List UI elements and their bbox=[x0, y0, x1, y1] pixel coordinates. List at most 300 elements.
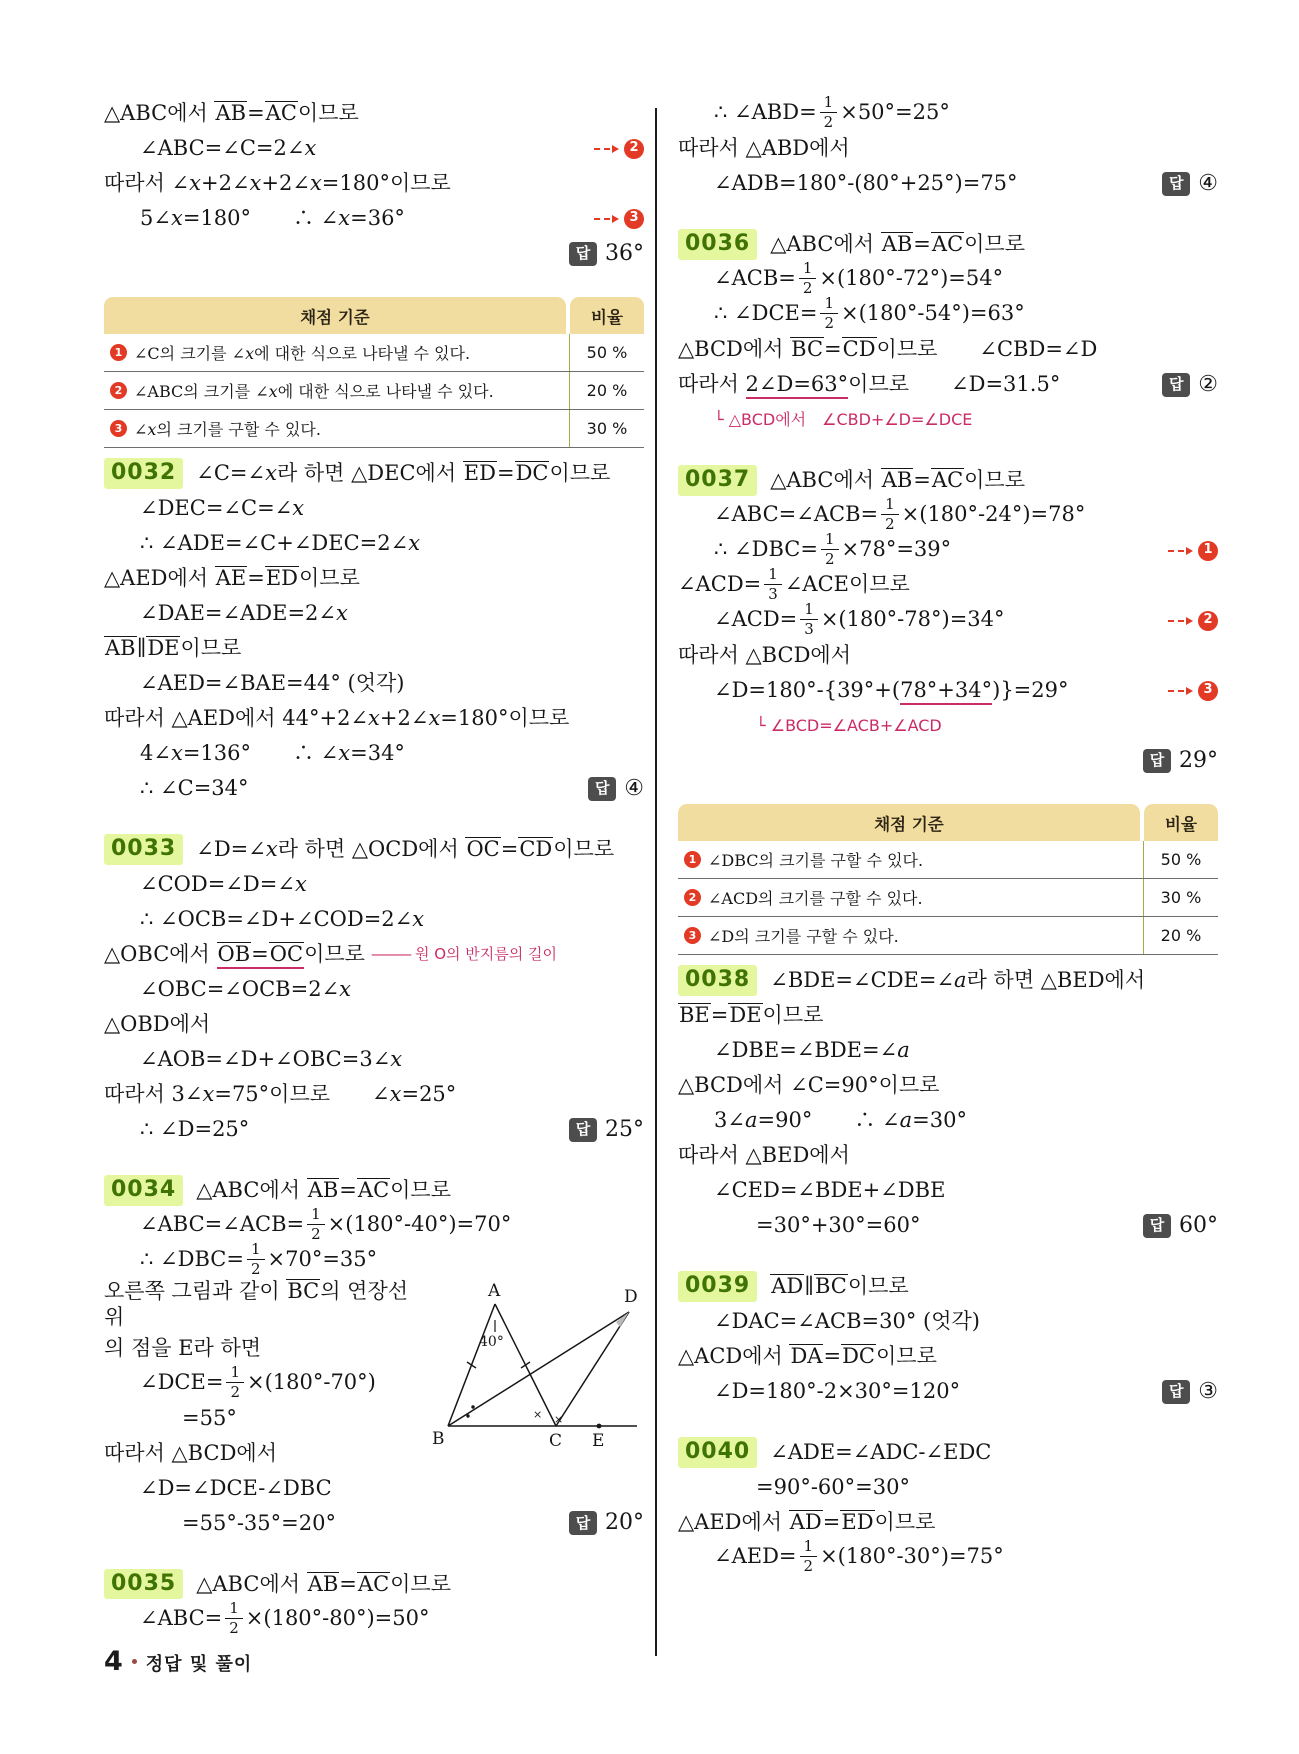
criteria-table bbox=[678, 804, 1218, 955]
ratio-header-cell: 비율 bbox=[570, 297, 644, 334]
solution-text: ∠D=∠x라 하면 △OCD에서 OC=CD이므로 bbox=[196, 837, 615, 862]
solution-line bbox=[104, 1506, 644, 1541]
solution-line bbox=[104, 867, 644, 902]
solution-line bbox=[104, 456, 644, 491]
solution-text: ∠AOB=∠D+∠OBC=3∠x bbox=[140, 1047, 403, 1072]
solution-text: 따라서 △BCD에서 bbox=[678, 643, 851, 668]
solution-text: ∴ ∠ADE=∠C+∠DEC=2∠x bbox=[140, 531, 421, 556]
solution-line bbox=[104, 631, 644, 666]
solution-text: ∠DAC=∠ACB=30° (엇각) bbox=[714, 1309, 980, 1334]
solution-line bbox=[104, 1401, 422, 1436]
criteria-step-number: 3 bbox=[684, 927, 701, 944]
criteria-text-content: ∠D의 크기를 구할 수 있다. bbox=[708, 927, 899, 946]
step-marker bbox=[594, 209, 644, 229]
solution-text: ∠BDE=∠CDE=∠a라 하면 △BED에서 bbox=[770, 968, 1146, 993]
solution-text: △AED에서 AE=ED이므로 bbox=[104, 566, 360, 591]
solution-text: ∠AED= $\frac{1}{2}$ ×(180°-30°)=75° bbox=[714, 1537, 1004, 1575]
solution-text: △ABC에서 AB=AC이므로 bbox=[196, 1178, 451, 1203]
criteria-text-content: ∠x의 크기를 구할 수 있다. bbox=[134, 420, 321, 439]
solution-text: △BCD에서 BC=CD이므로 ∠CBD=∠D bbox=[678, 337, 1098, 362]
solution-text: 3∠a=90° ∴ ∠a=30° bbox=[714, 1108, 967, 1133]
svg-text:40°: 40° bbox=[479, 1334, 504, 1350]
answer-badge bbox=[1143, 747, 1218, 775]
page-number: 4 bbox=[104, 1646, 123, 1677]
segment-overline: DC bbox=[515, 461, 549, 486]
solution-line bbox=[104, 561, 644, 596]
solution-text: ∠CED=∠BDE+∠DBE bbox=[714, 1178, 946, 1203]
solution-text: ∠D=∠DCE-∠DBC bbox=[140, 1475, 332, 1500]
solution-text: ∠ABC=∠ACB= $\frac{1}{2}$ ×(180°-40°)=70° bbox=[140, 1205, 512, 1243]
solution-text: ∠ADB=180°-(80°+25°)=75° bbox=[714, 171, 1018, 196]
solution-line bbox=[104, 491, 644, 526]
dashed-arrow-icon bbox=[1168, 550, 1184, 552]
criteria-row bbox=[104, 372, 644, 410]
solution-line bbox=[104, 1240, 644, 1278]
highlight-underline: 2∠D=63° bbox=[746, 372, 849, 399]
criteria-ratio: 20 % bbox=[569, 372, 644, 409]
segment-overline: AD bbox=[789, 1510, 822, 1535]
criteria-table-header bbox=[678, 804, 1218, 841]
answer-box-glyph: 답 bbox=[588, 777, 616, 801]
solution-line bbox=[104, 832, 644, 867]
solution-text: △ABC에서 AB=AC이므로 bbox=[770, 468, 1025, 493]
criteria-row bbox=[678, 917, 1218, 955]
criteria-text-content: ∠ABC의 크기를 ∠x에 대한 식으로 나타낼 수 있다. bbox=[134, 382, 494, 401]
segment-overline: AB bbox=[215, 101, 247, 126]
solution-line bbox=[678, 93, 1218, 131]
segment-overline: BE bbox=[679, 1003, 710, 1028]
solution-text: ∴ ∠C=34° bbox=[140, 776, 249, 801]
solution-line bbox=[104, 701, 644, 736]
arrow-head-icon bbox=[1186, 547, 1193, 555]
problem-number: 0035 bbox=[104, 1569, 183, 1600]
segment-overline: DA bbox=[790, 1344, 823, 1369]
segment-overline: BC bbox=[814, 1274, 847, 1299]
answer-badge bbox=[1162, 371, 1218, 399]
right-column bbox=[678, 93, 1218, 1663]
solution-line bbox=[678, 131, 1218, 166]
criteria-text bbox=[678, 917, 1143, 954]
solution-text: 4∠x=136° ∴ ∠x=34° bbox=[140, 741, 405, 766]
answer-badge bbox=[569, 240, 644, 268]
criteria-text bbox=[104, 334, 569, 371]
segment-overline: AC bbox=[265, 101, 297, 126]
solution-line bbox=[678, 1505, 1218, 1540]
solution-block bbox=[104, 832, 644, 1147]
solution-line bbox=[678, 565, 1218, 603]
arrow-head-icon bbox=[1186, 617, 1193, 625]
solution-text: ∠OBC=∠OCB=2∠x bbox=[140, 977, 352, 1002]
answer-value: ② bbox=[1198, 371, 1218, 397]
solution-line bbox=[104, 1077, 644, 1112]
criteria-header-cell: 채점 기준 bbox=[104, 297, 566, 334]
solution-line bbox=[104, 1007, 644, 1042]
segment-overline: AD bbox=[771, 1274, 804, 1299]
solution-block bbox=[104, 1173, 644, 1541]
fraction: $\frac{1}{2}$ bbox=[820, 95, 838, 130]
segment-overline: OC bbox=[269, 942, 304, 967]
solution-text: △AED에서 AD=ED이므로 bbox=[678, 1510, 936, 1535]
answer-value: 60° bbox=[1179, 1212, 1218, 1238]
solution-text: ∠ACB= $\frac{1}{2}$ ×(180°-72°)=54° bbox=[714, 259, 1004, 297]
answer-value: ④ bbox=[1198, 170, 1218, 196]
step-marker bbox=[1168, 681, 1218, 701]
solution-line bbox=[104, 526, 644, 561]
criteria-text bbox=[678, 841, 1143, 878]
segment-overline: OB bbox=[217, 942, 251, 967]
solution-text: ∠ACD= $\frac{1}{3}$ ∠ACE이므로 bbox=[678, 565, 910, 603]
solution-line bbox=[678, 708, 1218, 743]
dashed-arrow-icon bbox=[1168, 620, 1184, 622]
solution-line bbox=[104, 596, 644, 631]
solution-text: ∴ ∠DCE= $\frac{1}{2}$ ×(180°-54°)=63° bbox=[714, 294, 1025, 332]
step-number: 2 bbox=[624, 139, 644, 159]
solution-line bbox=[104, 902, 644, 937]
criteria-ratio: 30 % bbox=[1143, 879, 1218, 916]
segment-overline: DE bbox=[147, 636, 180, 661]
solution-text: =55°-35°=20° bbox=[182, 1510, 336, 1535]
solution-text: 따라서 △BED에서 bbox=[678, 1143, 850, 1168]
criteria-row bbox=[104, 410, 644, 448]
answer-box-glyph: 답 bbox=[569, 1118, 597, 1142]
criteria-text bbox=[678, 879, 1143, 916]
fraction: $\frac{1}{2}$ bbox=[225, 1601, 243, 1636]
fraction: $\frac{1}{2}$ bbox=[881, 497, 899, 532]
solution-text: ∠DAE=∠ADE=2∠x bbox=[140, 601, 348, 626]
answer-badge bbox=[569, 1116, 644, 1144]
solution-block bbox=[678, 963, 1218, 1243]
solution-line bbox=[678, 332, 1218, 367]
ratio-header-cell: 비율 bbox=[1144, 804, 1218, 841]
solution-text: ∴ ∠DBC= $\frac{1}{2}$ ×78°=39° bbox=[714, 530, 952, 568]
step-number: 3 bbox=[1198, 681, 1218, 701]
segment-overline: AC bbox=[357, 1571, 390, 1596]
segment-overline: AB bbox=[881, 468, 913, 493]
solution-line bbox=[678, 1068, 1218, 1103]
solution-line bbox=[104, 236, 644, 271]
segment-overline: CD bbox=[842, 337, 876, 362]
solution-text: AB∥DE이므로 bbox=[105, 636, 242, 661]
solution-line bbox=[104, 937, 644, 972]
solution-line bbox=[678, 1173, 1218, 1208]
answer-value: ③ bbox=[1198, 1378, 1218, 1404]
problem-number: 0038 bbox=[678, 965, 757, 996]
dashed-arrow-icon bbox=[594, 218, 610, 220]
segment-overline: ED bbox=[841, 1510, 874, 1535]
answer-box-glyph: 답 bbox=[1162, 373, 1190, 397]
criteria-step-number: 2 bbox=[684, 889, 701, 906]
solution-line bbox=[678, 402, 1218, 437]
criteria-ratio: 20 % bbox=[1143, 917, 1218, 954]
criteria-text bbox=[104, 372, 569, 409]
solution-line bbox=[104, 1471, 644, 1506]
segment-overline: CD bbox=[519, 837, 553, 862]
solution-line bbox=[104, 131, 644, 166]
solution-line bbox=[104, 201, 644, 236]
answer-badge bbox=[588, 775, 644, 803]
solution-block bbox=[104, 456, 644, 806]
left-column bbox=[104, 96, 644, 1663]
criteria-row bbox=[678, 879, 1218, 917]
solution-text: =30°+30°=60° bbox=[756, 1213, 921, 1238]
solution-line bbox=[104, 96, 644, 131]
solution-text: ∠ABC= $\frac{1}{2}$ ×(180°-80°)=50° bbox=[140, 1598, 430, 1637]
answer-box-glyph: 답 bbox=[1162, 172, 1190, 196]
criteria-header-cell: 채점 기준 bbox=[678, 804, 1140, 841]
solution-line bbox=[104, 1598, 644, 1637]
solution-text: AD∥BC이므로 bbox=[771, 1274, 909, 1299]
solution-line bbox=[678, 1033, 1218, 1068]
answer-badge bbox=[569, 1509, 644, 1537]
solution-text: ∴ ∠OCB=∠D+∠COD=2∠x bbox=[140, 907, 425, 932]
svg-text:E: E bbox=[592, 1431, 605, 1451]
solution-line bbox=[678, 1435, 1218, 1470]
criteria-step-number: 1 bbox=[684, 851, 701, 868]
solution-line bbox=[678, 1304, 1218, 1339]
segment-overline: BC bbox=[791, 337, 824, 362]
criteria-ratio: 50 % bbox=[569, 334, 644, 371]
answer-value: 36° bbox=[605, 240, 644, 266]
criteria-step-number: 1 bbox=[110, 344, 127, 361]
solution-line bbox=[678, 495, 1218, 533]
solution-text: ∠C=∠x라 하면 △DEC에서 ED=DC이므로 bbox=[196, 461, 611, 486]
answer-box-glyph: 답 bbox=[569, 242, 597, 266]
solution-line bbox=[104, 666, 644, 701]
criteria-text-content: ∠DBC의 크기를 구할 수 있다. bbox=[708, 851, 924, 870]
solution-text: ∠DBE=∠BDE=∠a bbox=[714, 1038, 910, 1063]
solution-text: 따라서 2∠D=63°이므로 ∠D=31.5° bbox=[678, 371, 1060, 397]
answer-value: 29° bbox=[1179, 747, 1218, 773]
criteria-step-number: 3 bbox=[110, 420, 127, 437]
answer-box-glyph: 답 bbox=[1143, 749, 1171, 773]
fraction: $\frac{1}{2}$ bbox=[247, 1242, 265, 1277]
solution-line bbox=[678, 367, 1218, 402]
solution-text: 따라서 △ABD에서 bbox=[678, 136, 850, 161]
solution-text: ∴ ∠ABD= $\frac{1}{2}$ ×50°=25° bbox=[714, 93, 950, 131]
step-number: 2 bbox=[1198, 611, 1218, 631]
solution-line bbox=[104, 771, 644, 806]
solution-line bbox=[104, 166, 644, 201]
answer-value: 20° bbox=[605, 1510, 644, 1536]
column-divider bbox=[655, 108, 657, 1656]
solution-text: 따라서 ∠x+2∠x+2∠x=180°이므로 bbox=[104, 171, 451, 196]
solution-line bbox=[678, 1374, 1218, 1409]
answer-box-glyph: 답 bbox=[1162, 1380, 1190, 1404]
fraction: $\frac{1}{2}$ bbox=[820, 296, 838, 331]
segment-overline: DC bbox=[842, 1344, 875, 1369]
step-number: 3 bbox=[624, 209, 644, 229]
solution-text: BE=DE이므로 bbox=[679, 1003, 824, 1028]
fraction: $\frac{1}{2}$ bbox=[821, 532, 839, 567]
columns-wrapper bbox=[104, 93, 1218, 1663]
solution-text: 따라서 △BCD에서 bbox=[104, 1440, 277, 1465]
solution-text: 따라서 △AED에서 44°+2∠x+2∠x=180°이므로 bbox=[104, 706, 570, 731]
problem-number: 0034 bbox=[104, 1175, 183, 1206]
solution-line bbox=[678, 1208, 1218, 1243]
segment-overline: AB bbox=[105, 636, 136, 661]
solution-text: △OBD에서 bbox=[104, 1012, 211, 1037]
problem-number: 0039 bbox=[678, 1271, 757, 1302]
solution-text: ∠ABC=∠C=2∠x bbox=[140, 136, 317, 161]
criteria-row bbox=[678, 841, 1218, 879]
criteria-text bbox=[104, 410, 569, 447]
side-annotation: ——— 원 O의 반지름의 길이 bbox=[371, 945, 557, 964]
step-marker bbox=[1168, 611, 1218, 631]
solution-text: 오른쪽 그림과 같이 BC의 연장선 위 bbox=[104, 1279, 415, 1330]
highlight-underline: 78°+34° bbox=[900, 678, 992, 705]
page-footer bbox=[104, 1646, 252, 1677]
dashed-arrow-icon bbox=[1168, 690, 1184, 692]
svg-text:C: C bbox=[549, 1431, 563, 1451]
answer-badge bbox=[1162, 1378, 1218, 1406]
step-marker bbox=[1168, 541, 1218, 561]
segment-overline: AB bbox=[307, 1178, 339, 1203]
solution-line bbox=[104, 1042, 644, 1077]
criteria-ratio: 30 % bbox=[569, 410, 644, 447]
solution-block bbox=[678, 93, 1218, 201]
solution-line bbox=[678, 294, 1218, 332]
criteria-table bbox=[104, 297, 644, 448]
svg-text:×: × bbox=[554, 1413, 564, 1426]
solution-text: ∠ACD= $\frac{1}{3}$ ×(180°-78°)=34° bbox=[714, 600, 1005, 638]
solution-line bbox=[104, 1173, 644, 1208]
answer-badge bbox=[1162, 170, 1218, 198]
problem-number: 0036 bbox=[678, 229, 757, 260]
solution-text: ∴ ∠D=25° bbox=[140, 1117, 250, 1142]
segment-overline: AC bbox=[357, 1178, 390, 1203]
solution-line bbox=[104, 1112, 644, 1147]
solution-text: ∠DCE= $\frac{1}{2}$ ×(180°-70°) bbox=[140, 1362, 376, 1401]
solution-text: △ABC에서 AB=AC이므로 bbox=[104, 101, 359, 126]
solution-text: ∠DEC=∠C=∠x bbox=[140, 496, 305, 521]
criteria-text-content: ∠C의 크기를 ∠x에 대한 식으로 나타낼 수 있다. bbox=[134, 344, 471, 363]
solution-line bbox=[678, 638, 1218, 673]
solution-block bbox=[678, 227, 1218, 437]
solution-text: =90°-60°=30° bbox=[756, 1475, 910, 1500]
criteria-table-header bbox=[104, 297, 644, 334]
solution-line bbox=[678, 963, 1218, 998]
solution-block bbox=[104, 1567, 644, 1637]
solution-block bbox=[104, 96, 644, 271]
solution-line bbox=[104, 972, 644, 1007]
step-marker bbox=[594, 139, 644, 159]
solution-text: ∠D=180°-{39°+(78°+34°)}=29° bbox=[714, 677, 1069, 703]
answer-badge bbox=[1143, 1212, 1218, 1240]
solution-text: 따라서 3∠x=75°이므로 ∠x=25° bbox=[104, 1082, 457, 1107]
solution-line bbox=[678, 259, 1218, 297]
criteria-ratio: 50 % bbox=[1143, 841, 1218, 878]
solution-text: △BCD에서 ∠C=90°이므로 bbox=[678, 1073, 940, 1098]
highlight-underline: OB=OC bbox=[217, 942, 305, 969]
solution-line bbox=[104, 736, 644, 771]
solution-text: ∴ ∠DBC= $\frac{1}{2}$ ×70°=35° bbox=[140, 1240, 378, 1278]
fraction: $\frac{1}{2}$ bbox=[800, 1539, 818, 1574]
fraction: $\frac{1}{3}$ bbox=[800, 602, 818, 637]
margin-note: └ ∠BCD=∠ACB+∠ACD bbox=[756, 715, 942, 735]
solution-text: ∠ABC=∠ACB= $\frac{1}{2}$ ×(180°-24°)=78° bbox=[714, 495, 1086, 533]
solution-text: ∠COD=∠D=∠x bbox=[140, 872, 307, 897]
answer-box-glyph: 답 bbox=[569, 1511, 597, 1535]
solution-line bbox=[678, 1470, 1218, 1505]
segment-overline: AC bbox=[931, 232, 964, 257]
solution-line bbox=[104, 1362, 422, 1401]
solution-block bbox=[678, 1435, 1218, 1575]
svg-text:×: × bbox=[533, 1408, 543, 1421]
solution-line bbox=[678, 1537, 1218, 1575]
solution-text: ∠AED=∠BAE=44° (엇각) bbox=[140, 671, 405, 696]
fraction: $\frac{1}{2}$ bbox=[799, 261, 817, 296]
geometry-figure bbox=[432, 1280, 644, 1456]
segment-overline: OC bbox=[466, 837, 500, 862]
solution-line bbox=[678, 1269, 1218, 1304]
answer-value: ④ bbox=[624, 775, 644, 801]
answer-value: 25° bbox=[605, 1116, 644, 1142]
solution-line bbox=[678, 530, 1218, 568]
segment-overline: AC bbox=[931, 468, 964, 493]
solution-text: △ACD에서 DA=DC이므로 bbox=[678, 1344, 937, 1369]
arrow-head-icon bbox=[1186, 687, 1193, 695]
solution-line bbox=[104, 1436, 422, 1471]
solution-line bbox=[678, 673, 1218, 708]
solution-line bbox=[104, 1331, 422, 1366]
margin-note: └ △BCD에서 ∠CBD+∠D=∠DCE bbox=[714, 409, 973, 429]
arrow-head-icon bbox=[612, 145, 619, 153]
solution-text: △ABC에서 AB=AC이므로 bbox=[770, 232, 1025, 257]
dashed-arrow-icon bbox=[594, 148, 610, 150]
svg-text:D: D bbox=[624, 1287, 638, 1307]
problem-number: 0040 bbox=[678, 1437, 757, 1468]
solution-text: △OBC에서 OB=OC이므로 bbox=[104, 941, 365, 967]
segment-overline: ED bbox=[265, 566, 299, 591]
fraction: $\frac{1}{3}$ bbox=[764, 567, 782, 602]
fraction: $\frac{1}{2}$ bbox=[226, 1365, 244, 1400]
segment-overline: AE bbox=[215, 566, 247, 591]
criteria-step-number: 2 bbox=[110, 382, 127, 399]
solution-line bbox=[678, 998, 1218, 1033]
solution-line bbox=[678, 463, 1218, 498]
footer-dot-icon bbox=[132, 1659, 137, 1664]
segment-overline: AB bbox=[881, 232, 913, 257]
solution-text: ∠ADE=∠ADC-∠EDC bbox=[770, 1440, 992, 1465]
problem-number: 0032 bbox=[104, 458, 183, 489]
solution-line bbox=[104, 1567, 644, 1602]
answer-box-glyph: 답 bbox=[1143, 1214, 1171, 1238]
segment-overline: AB bbox=[307, 1571, 339, 1596]
solution-line bbox=[678, 227, 1218, 262]
solution-line bbox=[678, 166, 1218, 201]
problem-number: 0037 bbox=[678, 465, 757, 496]
footer-label: 정답 및 풀이 bbox=[145, 1654, 253, 1675]
solution-line bbox=[678, 1138, 1218, 1173]
solution-text: ∠D=180°-2×30°=120° bbox=[714, 1379, 961, 1404]
arrow-head-icon bbox=[612, 215, 619, 223]
segment-overline: DE bbox=[729, 1003, 762, 1028]
solution-text: 5∠x=180° ∴ ∠x=36° bbox=[140, 206, 405, 231]
criteria-row bbox=[104, 334, 644, 372]
fraction: $\frac{1}{2}$ bbox=[307, 1207, 325, 1242]
solution-line bbox=[678, 1339, 1218, 1374]
solution-text: △ABC에서 AB=AC이므로 bbox=[196, 1571, 451, 1596]
criteria-text-content: ∠ACD의 크기를 구할 수 있다. bbox=[708, 889, 923, 908]
solution-line bbox=[104, 1278, 422, 1331]
svg-text:A: A bbox=[488, 1281, 501, 1301]
segment-overline: ED bbox=[463, 461, 496, 486]
solution-line bbox=[104, 1205, 644, 1243]
solution-block bbox=[678, 1269, 1218, 1409]
step-number: 1 bbox=[1198, 541, 1218, 561]
svg-text:B: B bbox=[432, 1429, 445, 1449]
solution-line bbox=[678, 743, 1218, 778]
